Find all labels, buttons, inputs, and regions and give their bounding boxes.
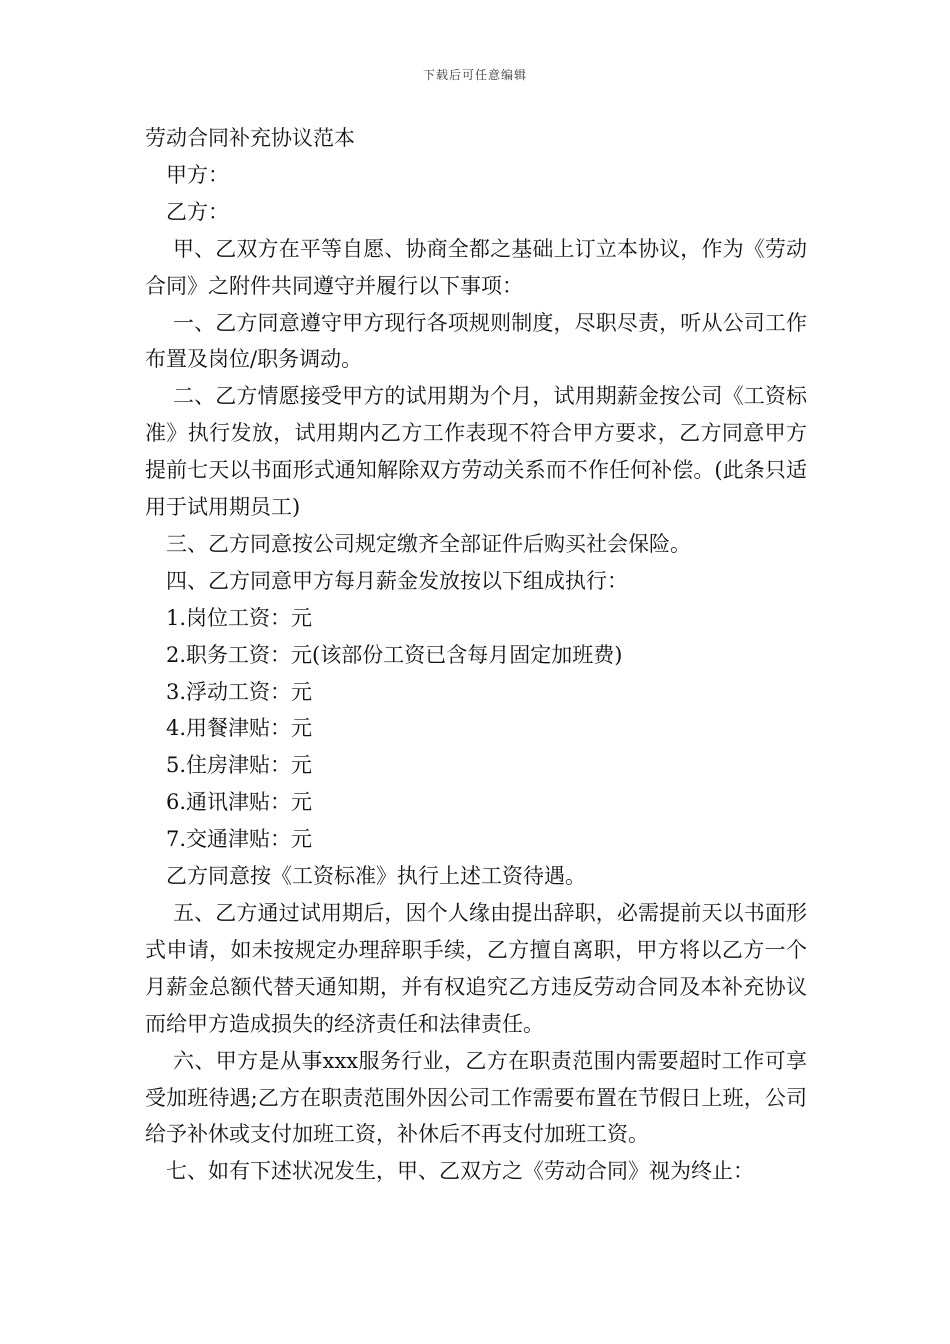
intro-paragraph: 甲、乙双方在平等自愿、协商全都之基础上订立本协议，作为《劳动合同》之附件共同遵守并履行以下事项： xyxy=(145,236,807,298)
header-note: 下载后可任意编辑 xyxy=(422,68,527,82)
salary-note-paragraph: 乙方同意按《工资标准》执行上述工资待遇。 xyxy=(166,864,586,889)
salary-item: 5.住房津贴：元 xyxy=(166,753,313,778)
salary-item: 7.交通津贴：元 xyxy=(166,827,313,852)
salary-item: 3.浮动工资：元 xyxy=(166,679,313,704)
clause-6-paragraph: 六、甲方是从事xxx服务行业，乙方在职责范围内需要超时工作可享受加班待遇;乙方在职责范围外因公司工作需要布置在节假日上班，公司给予补休或支付加班工资，补休后不再支付加班工资。 xyxy=(145,1048,807,1147)
clause-1-paragraph: 一、乙方同意遵守甲方现行各项规则制度，尽职尽责，听从公司工作布置及岗位/职务调动。 xyxy=(145,310,807,372)
clause-7-paragraph: 七、如有下述状况发生，甲、乙双方之《劳动合同》视为终止： xyxy=(166,1159,754,1184)
salary-item: 2.职务工资：元(该部份工资已含每月固定加班费) xyxy=(166,642,623,667)
clause-3-paragraph: 三、乙方同意按公司规定缴齐全部证件后购买社会保险。 xyxy=(166,531,691,556)
clause-4-paragraph: 四、乙方同意甲方每月薪金发放按以下组成执行： xyxy=(166,568,628,593)
clause-2-paragraph: 二、乙方情愿接受甲方的试用期为个月，试用期薪金按公司《工资标准》执行发放，试用期内乙方工作表现不符合甲方要求，乙方同意甲方提前七天以书面形式通知解除双方劳动关系而不作任何补偿。(此条只适用于试用期员工) xyxy=(145,384,807,520)
salary-item: 1.岗位工资：元 xyxy=(166,605,313,630)
document-body xyxy=(145,120,807,1190)
salary-item: 6.通讯津贴：元 xyxy=(166,790,313,815)
party-b-line: 乙方： xyxy=(166,199,229,224)
clause-5-paragraph: 五、乙方通过试用期后，因个人缘由提出辞职，必需提前天以书面形式申请，如未按规定办理辞职手续，乙方擅自离职，甲方将以乙方一个月薪金总额代替天通知期，并有权追究乙方违反劳动合同及本补充协议而给甲方造成损失的经济责任和法律责任。 xyxy=(145,901,807,1036)
salary-item: 4.用餐津贴：元 xyxy=(166,716,313,741)
document-title: 劳动合同补充协议范本 xyxy=(145,126,355,150)
party-a-line: 甲方： xyxy=(166,162,229,187)
